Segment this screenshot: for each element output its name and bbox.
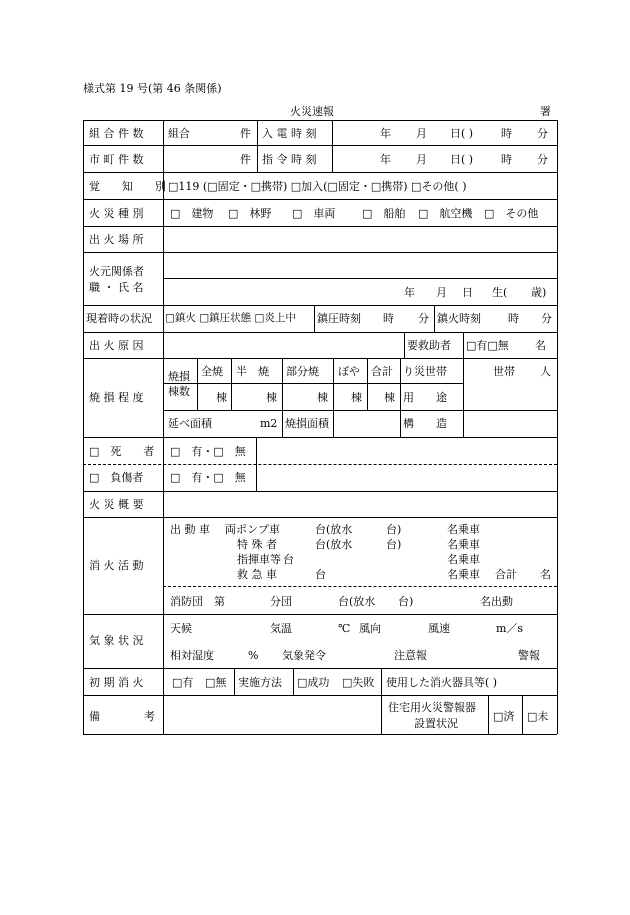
label-shoki: 初 期 消 火: [89, 676, 144, 689]
label-kakuchi: 覚 知 別: [89, 180, 166, 193]
label-goukei: 合計: [495, 568, 517, 581]
date-minute: 分: [537, 127, 548, 140]
form-number: 様式第 19 号(第 46 条関係): [83, 82, 222, 95]
label-kagen-2: 職 ・ 氏 名: [89, 281, 144, 294]
label-gaiyou: 火 災 概 要: [89, 498, 144, 511]
label-chuui: 注意報: [394, 649, 427, 662]
risai-setai: 世帯: [493, 365, 515, 378]
col-boya: ぼや: [338, 365, 360, 378]
label-shichou: 市 町 件 数: [89, 153, 144, 166]
col-zenshou: 全焼: [201, 365, 223, 378]
unit-mune-4: 棟: [351, 391, 362, 404]
shoki-seikou[interactable]: □成功: [297, 676, 330, 689]
label-shouson-menseki: 焼損面積: [285, 417, 329, 430]
fushousha-yumu[interactable]: □ 有・□ 無: [170, 471, 246, 484]
label-bikou: 備 考: [89, 710, 155, 723]
label-kasai-shubetsu: 火 災 種 別: [89, 207, 144, 220]
date-hour: 時: [501, 153, 512, 166]
jutaku-mi[interactable]: □未: [527, 710, 549, 723]
label-kion: 気温: [270, 622, 292, 635]
vehicle-name: 救 急 車: [237, 568, 277, 581]
label-fushousha: □ 負傷者: [89, 471, 144, 484]
birth-year: 年: [404, 286, 415, 299]
page-title: 火災速報: [290, 105, 334, 118]
chinka-minute: 分: [541, 312, 552, 325]
label-bldg-1: 焼損: [168, 370, 190, 383]
kumiai-prefix: 組合: [168, 127, 190, 140]
label-shoka: 消 火 活 動: [89, 559, 144, 572]
risai-nin: 人: [540, 365, 551, 378]
shichou-unit: 件: [240, 153, 251, 166]
vehicle-name: 特 殊 者: [237, 538, 277, 551]
genchaku-status[interactable]: □鎮火 □鎮圧状態 □炎上中: [165, 312, 296, 324]
label-kagen-1: 火元関係者: [89, 265, 144, 278]
kyujo-mei: 名: [535, 339, 546, 352]
shoki-shippai[interactable]: □失敗: [342, 676, 375, 689]
label-youto: 用 途: [403, 391, 447, 404]
label-nyuuden: 入 電 時 刻: [262, 127, 317, 140]
unit-pct: %: [248, 649, 259, 662]
unit-mune-1: 棟: [216, 391, 227, 404]
vehicle-mid: 台(放水: [315, 538, 353, 551]
shubetsu-vehicle[interactable]: □ 車両: [292, 207, 336, 220]
label-shouboudan: 消防団 第: [170, 595, 225, 608]
shisha-yumu[interactable]: □ 有・□ 無: [170, 445, 246, 458]
birth-month: 月: [436, 286, 447, 299]
shubetsu-ship[interactable]: □ 船舶: [362, 207, 406, 220]
shubetsu-building[interactable]: □ 建物: [170, 207, 214, 220]
vehicle-end: 台): [386, 523, 402, 536]
label-bldg-2: 棟数: [168, 385, 190, 398]
jutaku-zumi[interactable]: □済: [493, 710, 515, 723]
label-fuukou: 風向: [359, 622, 381, 635]
vehicle-mid: 台: [283, 553, 294, 566]
label-jutaku-1: 住宅用火災警報器: [388, 701, 476, 714]
kyujo-yumu[interactable]: □有□無: [466, 339, 509, 352]
label-kouzou: 構 造: [403, 417, 447, 430]
vehicle-right: 名乗車: [447, 568, 480, 581]
label-kigu: 使用した消火器具等( ): [386, 676, 498, 689]
vehicle-mid: 台(放水: [315, 523, 353, 536]
date-day: 日( ): [450, 153, 474, 166]
kumiai-unit: 件: [240, 127, 251, 140]
label-meishutsudo: 名出動: [480, 595, 513, 608]
label-keihou: 警報: [518, 649, 540, 662]
label-jutaku-2: 設置状況: [414, 717, 458, 730]
shubetsu-other[interactable]: □ その他: [484, 207, 539, 220]
vehicle-right: 名乗車: [447, 523, 480, 536]
label-kumiai: 組 合 件 数: [89, 127, 144, 140]
shubetsu-forest[interactable]: □ 林野: [228, 207, 272, 220]
unit-mune-5: 棟: [384, 391, 395, 404]
col-goukei: 合計: [371, 365, 393, 378]
label-dai-housui: 台(放水: [338, 595, 376, 608]
unit-ms: m／s: [496, 622, 524, 635]
col-hanshou: 半 焼: [236, 365, 269, 378]
label-jisshi: 実施方法: [238, 676, 282, 689]
chinatsu-minute: 分: [418, 312, 429, 325]
vehicle-name: 指揮車等: [237, 553, 281, 566]
unit-deg: ℃: [338, 622, 351, 635]
shoki-nashi[interactable]: □無: [205, 676, 227, 689]
label-shitsudo: 相対湿度: [170, 649, 214, 662]
goukei-mei: 名: [540, 568, 551, 581]
vehicle-end: 台): [386, 538, 402, 551]
label-shisha: □ 死 者: [89, 445, 155, 458]
label-risai: り災世帯: [403, 365, 447, 378]
col-bubunshou: 部分焼: [286, 365, 319, 378]
label-kishou: 気 象 状 況: [89, 634, 144, 647]
label-nobe: 延べ面積: [168, 417, 212, 430]
label-tenkou: 天候: [170, 622, 192, 635]
label-dai: 台): [398, 595, 414, 608]
date-minute: 分: [537, 153, 548, 166]
birth-day: 日: [462, 286, 473, 299]
label-chinka: 鎮火時刻: [437, 312, 481, 325]
unit-mune-3: 棟: [317, 391, 328, 404]
vehicle-right: 名乗車: [447, 553, 480, 566]
label-shukka-basho: 出 火 場 所: [89, 233, 144, 246]
label-shutsudo: 出 動 車: [170, 523, 210, 536]
date-month: 月: [416, 127, 427, 140]
date-day: 日( ): [450, 127, 474, 140]
unit-m2: m2: [260, 417, 278, 430]
chinka-hour: 時: [508, 312, 519, 325]
date-year: 年: [380, 127, 391, 140]
station-label: 署: [540, 105, 551, 118]
date-hour: 時: [501, 127, 512, 140]
label-shouson: 焼 損 程 度: [89, 391, 144, 404]
shubetsu-aircraft[interactable]: □ 航空機: [418, 207, 473, 220]
unit-mune-2: 棟: [266, 391, 277, 404]
label-bundan: 分団: [270, 595, 292, 608]
label-hatsurei: 気象発令: [282, 649, 326, 662]
chinatsu-hour: 時: [383, 312, 394, 325]
birth-age: 歳): [531, 286, 547, 299]
label-fuusoku: 風速: [428, 622, 450, 635]
label-shukka-genin: 出 火 原 因: [89, 339, 144, 352]
shoki-ari[interactable]: □有: [172, 676, 194, 689]
birth-label: 生(: [492, 286, 508, 299]
vehicle-mid: 台: [315, 568, 326, 581]
date-year: 年: [380, 153, 391, 166]
date-month: 月: [416, 153, 427, 166]
label-genchaku: 現着時の状況: [86, 312, 152, 325]
label-kyujo: 要救助者: [407, 339, 451, 352]
label-shirei: 指 令 時 刻: [262, 153, 317, 166]
vehicle-right: 名乗車: [447, 538, 480, 551]
label-chinatsu: 鎮圧時刻: [317, 312, 361, 325]
kakuchi-options[interactable]: □119 (□固定・□携帯) □加入(□固定・□携帯) □その他( ): [168, 180, 467, 193]
vehicle-name: 両ポンプ車: [225, 523, 280, 536]
